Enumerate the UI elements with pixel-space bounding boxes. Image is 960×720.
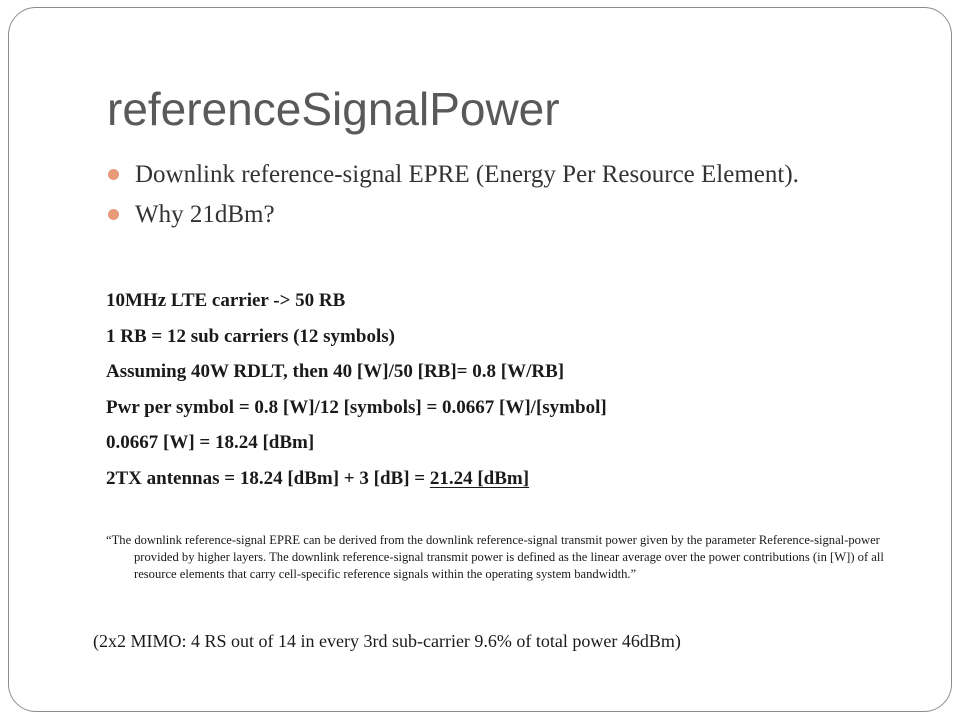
bullet-item	[108, 195, 799, 235]
calc-line-antennas-prefix: 2TX antennas = 18.24 [dBm] + 3 [dB] =	[106, 467, 430, 489]
calc-result: 21.24 [dBm]	[429, 467, 530, 489]
bullet-item	[108, 155, 799, 195]
calculation-block	[106, 283, 607, 496]
calc-line-power-per-rb: Assuming 40W RDLT, then 40 [W]/50 [RB]= 0.8 [W/RB]	[106, 361, 565, 382]
slide-title: referenceSignalPower	[107, 83, 560, 135]
bullet-list	[108, 155, 799, 235]
calc-line-carrier: 10MHz LTE carrier -> 50 RB	[106, 290, 346, 311]
calc-line-power-per-symbol: Pwr per symbol = 0.8 [W]/12 [symbols] = 0.0667 [W]/[symbol]	[106, 396, 607, 418]
calc-line-dbm: 0.0667 [W] = 18.24 [dBm]	[106, 432, 315, 453]
bullet-text: Downlink reference-signal EPRE (Energy Per Resource Element).	[135, 161, 799, 188]
calc-line-antennas	[106, 461, 607, 497]
calc-line-rb: 1 RB = 12 sub carriers (12 symbols)	[106, 325, 395, 347]
bullet-text: Why 21dBm?	[135, 201, 275, 228]
bullet-icon	[108, 169, 119, 180]
bullet-icon	[108, 209, 119, 220]
spec-quote: “The downlink reference-signal EPRE can be derived from the downlink reference-signal transmit power given by the parameter Reference-signal-power provided by higher layers. The downlink reference-signal transmit power is defined as the linear average over the power contributions (in [W]) of all resource elements that carry cell-specific reference signals within the operating system bandwidth.”	[106, 533, 884, 581]
mimo-note: (2x2 MIMO: 4 RS out of 14 in every 3rd sub-carrier 9.6% of total power 46dBm)	[93, 631, 681, 651]
